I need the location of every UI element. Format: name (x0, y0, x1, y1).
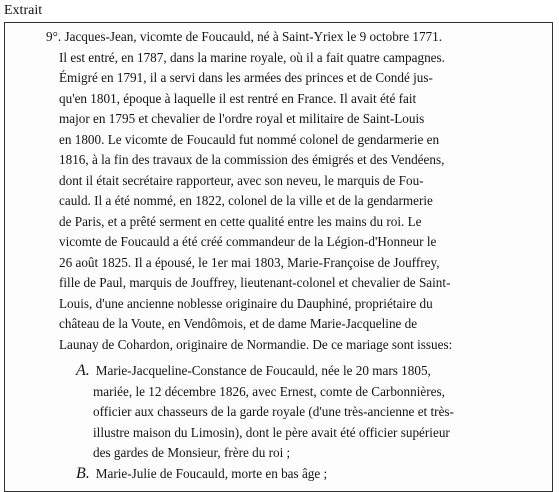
caption-label: Extrait (4, 3, 43, 18)
document-text (5, 27, 552, 484)
document-scan-frame (4, 22, 553, 492)
text-line: Il est entré, en 1787, dans la marine royale, où il a fait quatre campagnes. (59, 49, 445, 65)
text-line: illustre maison du Limosin), dont le père avait été officier supérieur (93, 424, 450, 440)
text-line: officier aux chasseurs de la garde royale (d'une très-ancienne et très- (93, 404, 454, 419)
list-item-letter: A. (76, 362, 90, 379)
text-line: major en 1795 et chevalier de l'ordre royal et militaire de Saint-Louis (59, 111, 425, 126)
text-line: château de la Voute, en Vendômois, et de dame Marie-Jacqueline de (59, 316, 418, 331)
text-line: cauld. Il a été nommé, en 1822, colonel de la ville et de la gendarmerie (59, 193, 433, 208)
text-line: vicomte de Foucauld a été créé commandeur de la Légion-d'Honneur le (59, 234, 437, 249)
text-line: de Paris, et a prêté serment en cette qualité entre les mains du roi. Le (59, 213, 422, 229)
list-item-letter: B. (76, 464, 90, 482)
text-line: fille de Paul, marquis de Jouffrey, lieutenant-colonel et chevalier de Saint- (59, 275, 451, 290)
text-line: dont il était secrétaire rapporteur, avec son neveu, le marquis de Fou- (59, 172, 424, 188)
text-line: 26 août 1825. Il a épousé, le 1er mai 1803, Marie-Françoise de Jouffrey, (59, 254, 440, 270)
text-line: Marie-Jacqueline-Constance de Foucauld, née le 20 mars 1805, (95, 363, 431, 378)
text-line: Émigré en 1791, il a servi dans les armées des princes et de Condé jus- (59, 70, 433, 85)
text-line: des gardes de Monsieur, frère du roi ; (93, 445, 291, 460)
text-line: Louis, d'une ancienne noblesse originaire du Dauphiné, propriétaire du (59, 295, 433, 311)
text-line: 1816, à la fin des travaux de la commission des émigrés et des Vendéens, (59, 152, 445, 167)
text-line: qu'en 1801, époque à laquelle il est rentré en France. Il avait été fait (59, 90, 417, 106)
list-item-a (5, 361, 552, 382)
text-line: Marie-Julie de Foucauld, morte en bas âge ; (95, 465, 328, 481)
text-line: 9°. Jacques-Jean, vicomte de Foucauld, né à Saint-Yriex le 9 octobre 1771. (46, 29, 443, 44)
text-line: Launay de Cohardon, originaire de Normandie. De ce mariage sont issues: (59, 336, 453, 352)
text-line: en 1800. Le vicomte de Foucauld fut nommé colonel de gendarmerie en (59, 131, 440, 147)
list-item-b (5, 464, 552, 485)
text-line: mariée, le 12 décembre 1826, avec Ernest, comte de Carbonnières, (93, 383, 445, 399)
